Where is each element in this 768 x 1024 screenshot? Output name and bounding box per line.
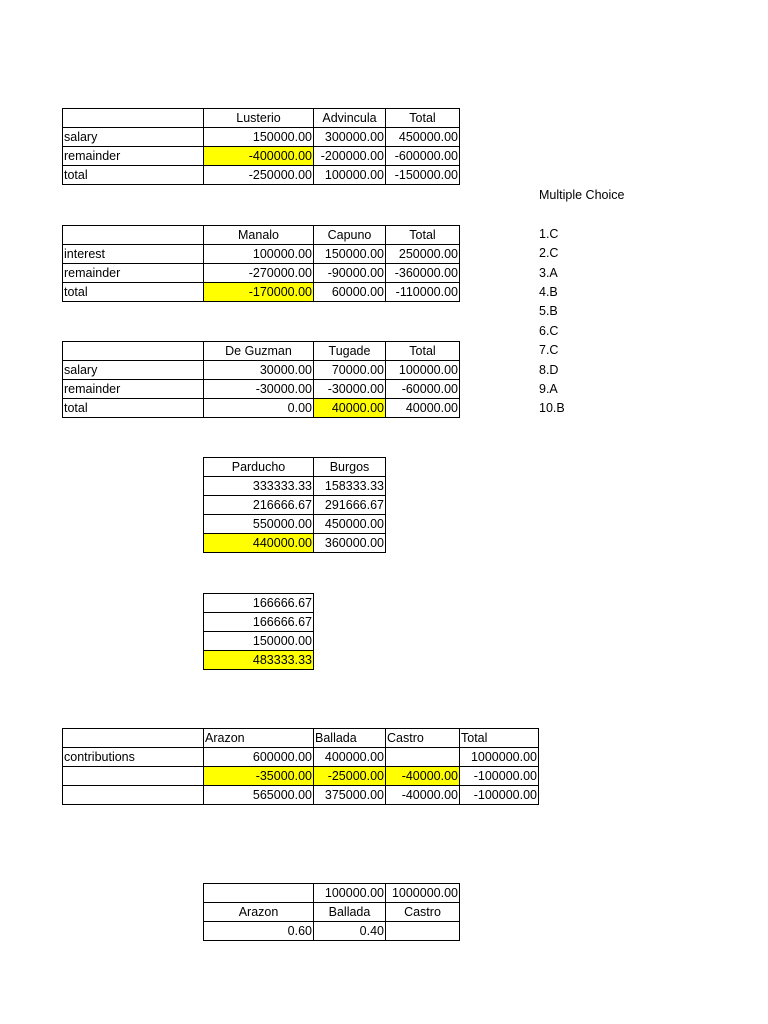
table-cell[interactable]: -250000.00	[204, 166, 314, 185]
column-header[interactable]: Manalo	[204, 226, 314, 245]
table-cell[interactable]: 400000.00	[314, 748, 386, 767]
column-header[interactable]: Total	[386, 342, 460, 361]
table-cell[interactable]: 450000.00	[314, 515, 386, 534]
column-header[interactable]: Total	[386, 109, 460, 128]
table-cell[interactable]: -270000.00	[204, 264, 314, 283]
table-cell[interactable]: 600000.00	[204, 748, 314, 767]
table-cell[interactable]	[204, 884, 314, 903]
table-header-row	[63, 729, 539, 748]
highlighted-cell[interactable]: 483333.33	[204, 651, 314, 670]
table-header-row	[204, 458, 386, 477]
column-header[interactable]: Tugade	[314, 342, 386, 361]
row-label[interactable]: contributions	[63, 748, 204, 767]
row-label[interactable]	[63, 786, 204, 805]
row-label[interactable]: remainder	[63, 264, 204, 283]
table-row	[204, 594, 314, 613]
table-row	[63, 361, 460, 380]
table-parducho-burgos	[203, 457, 386, 553]
column-header[interactable]: Lusterio	[204, 109, 314, 128]
table-single-column	[203, 593, 314, 670]
highlighted-cell[interactable]: 40000.00	[314, 399, 386, 418]
table-row	[204, 651, 314, 670]
table-deguzman-tugade	[62, 341, 460, 418]
table-row	[63, 767, 539, 786]
table-cell[interactable]: 158333.33	[314, 477, 386, 496]
multiple-choice-answers	[539, 186, 624, 419]
table-cell[interactable]: 100000.00	[204, 245, 314, 264]
table-cell[interactable]: -110000.00	[386, 283, 460, 302]
row-label[interactable]: salary	[63, 361, 204, 380]
highlighted-cell[interactable]: 440000.00	[204, 534, 314, 553]
column-header[interactable]: Burgos	[314, 458, 386, 477]
table-cell[interactable]: 250000.00	[386, 245, 460, 264]
table-cell[interactable]: 166666.67	[204, 594, 314, 613]
column-header[interactable]: Castro	[386, 729, 460, 748]
table-cell[interactable]: -30000.00	[314, 380, 386, 399]
table-row	[63, 748, 539, 767]
column-header[interactable]: De Guzman	[204, 342, 314, 361]
row-label[interactable]: total	[63, 399, 204, 418]
table-cell[interactable]: 150000.00	[314, 245, 386, 264]
table-cell[interactable]	[386, 922, 460, 941]
table-cell[interactable]: -150000.00	[386, 166, 460, 185]
answer-item[interactable]: 6.C	[539, 323, 559, 338]
table-cell[interactable]: -60000.00	[386, 380, 460, 399]
table-row	[204, 496, 386, 515]
table-cell[interactable]	[63, 226, 204, 245]
table-header-row	[63, 109, 460, 128]
table-cell[interactable]: -100000.00	[460, 786, 539, 805]
table-cell[interactable]: 100000.00	[386, 361, 460, 380]
table-cell[interactable]: 100000.00	[314, 166, 386, 185]
table-header-row	[63, 342, 460, 361]
table-cell[interactable]: -600000.00	[386, 147, 460, 166]
table-row	[204, 515, 386, 534]
table-arazon-ballada-castro	[62, 728, 539, 805]
row-label[interactable]: total	[63, 166, 204, 185]
column-header[interactable]: Capuno	[314, 226, 386, 245]
row-label[interactable]: remainder	[63, 147, 204, 166]
answer-item[interactable]: 9.A	[539, 381, 558, 396]
table-cell[interactable]: 333333.33	[204, 477, 314, 496]
table-row	[63, 264, 460, 283]
table-row	[204, 922, 460, 941]
table-ratios	[203, 883, 460, 941]
column-header[interactable]: Castro	[386, 903, 460, 922]
table-row	[204, 884, 460, 903]
column-header[interactable]: Ballada	[314, 729, 386, 748]
table-cell[interactable]: 150000.00	[204, 128, 314, 147]
row-label[interactable]	[63, 767, 204, 786]
column-header[interactable]: Advincula	[314, 109, 386, 128]
table-row	[63, 399, 460, 418]
table-cell[interactable]: 216666.67	[204, 496, 314, 515]
highlighted-cell[interactable]: -400000.00	[204, 147, 314, 166]
column-header[interactable]: Ballada	[314, 903, 386, 922]
answer-item[interactable]: 10.B	[539, 401, 565, 416]
answer-item[interactable]: 1.C	[539, 226, 559, 241]
answer-item[interactable]: 7.C	[539, 343, 559, 358]
answer-item[interactable]: 5.B	[539, 304, 558, 319]
table-cell[interactable]	[63, 109, 204, 128]
table-row	[63, 380, 460, 399]
table-row	[63, 128, 460, 147]
table-row	[63, 245, 460, 264]
table-row	[63, 283, 460, 302]
column-header[interactable]: Total	[386, 226, 460, 245]
table-row	[204, 477, 386, 496]
table-row	[63, 147, 460, 166]
highlighted-cell[interactable]: -40000.00	[386, 767, 460, 786]
table-cell[interactable]: -200000.00	[314, 147, 386, 166]
row-label[interactable]: total	[63, 283, 204, 302]
table-cell[interactable]	[63, 342, 204, 361]
table-cell[interactable]: 565000.00	[204, 786, 314, 805]
answer-item[interactable]: 2.C	[539, 246, 559, 261]
highlighted-cell[interactable]: -35000.00	[204, 767, 314, 786]
table-cell[interactable]: 0.00	[204, 399, 314, 418]
table-cell[interactable]: 375000.00	[314, 786, 386, 805]
column-header[interactable]: Arazon	[204, 729, 314, 748]
table-cell[interactable]: -100000.00	[460, 767, 539, 786]
answer-item[interactable]: 8.D	[539, 362, 559, 377]
table-cell[interactable]	[386, 748, 460, 767]
row-label[interactable]: remainder	[63, 380, 204, 399]
table-cell[interactable]: 300000.00	[314, 128, 386, 147]
table-row	[63, 166, 460, 185]
table-cell[interactable]: -360000.00	[386, 264, 460, 283]
answer-item[interactable]: 4.B	[539, 284, 558, 299]
table-header-row	[204, 903, 460, 922]
row-label[interactable]: interest	[63, 245, 204, 264]
table-cell[interactable]: 0.40	[314, 922, 386, 941]
table-cell[interactable]: 1000000.00	[386, 884, 460, 903]
table-cell[interactable]: 30000.00	[204, 361, 314, 380]
table-cell[interactable]: -90000.00	[314, 264, 386, 283]
table-cell[interactable]: 60000.00	[314, 283, 386, 302]
table-cell[interactable]: 40000.00	[386, 399, 460, 418]
table-row	[63, 786, 539, 805]
table-cell[interactable]: 0.60	[204, 922, 314, 941]
table-cell[interactable]: -40000.00	[386, 786, 460, 805]
table-row	[204, 534, 386, 553]
table-row	[204, 632, 314, 651]
highlighted-cell[interactable]: -170000.00	[204, 283, 314, 302]
table-cell[interactable]: 70000.00	[314, 361, 386, 380]
table-row	[204, 613, 314, 632]
table-cell[interactable]: 550000.00	[204, 515, 314, 534]
table-cell[interactable]: 360000.00	[314, 534, 386, 553]
table-cell[interactable]: -30000.00	[204, 380, 314, 399]
column-header[interactable]: Parducho	[204, 458, 314, 477]
row-label[interactable]: salary	[63, 128, 204, 147]
table-cell[interactable]: 450000.00	[386, 128, 460, 147]
table-lusterio-advincula	[62, 108, 460, 185]
column-header[interactable]: Arazon	[204, 903, 314, 922]
table-header-row	[63, 226, 460, 245]
table-cell[interactable]: 291666.67	[314, 496, 386, 515]
table-cell[interactable]	[63, 729, 204, 748]
table-cell[interactable]: 150000.00	[204, 632, 314, 651]
table-cell[interactable]: 166666.67	[204, 613, 314, 632]
column-header[interactable]: Total	[460, 729, 539, 748]
table-manalo-capuno	[62, 225, 460, 302]
table-cell[interactable]: 1000000.00	[460, 748, 539, 767]
answer-item[interactable]: 3.A	[539, 265, 558, 280]
multiple-choice-title[interactable]: Multiple Choice	[539, 188, 625, 202]
table-cell[interactable]: 100000.00	[314, 884, 386, 903]
highlighted-cell[interactable]: -25000.00	[314, 767, 386, 786]
